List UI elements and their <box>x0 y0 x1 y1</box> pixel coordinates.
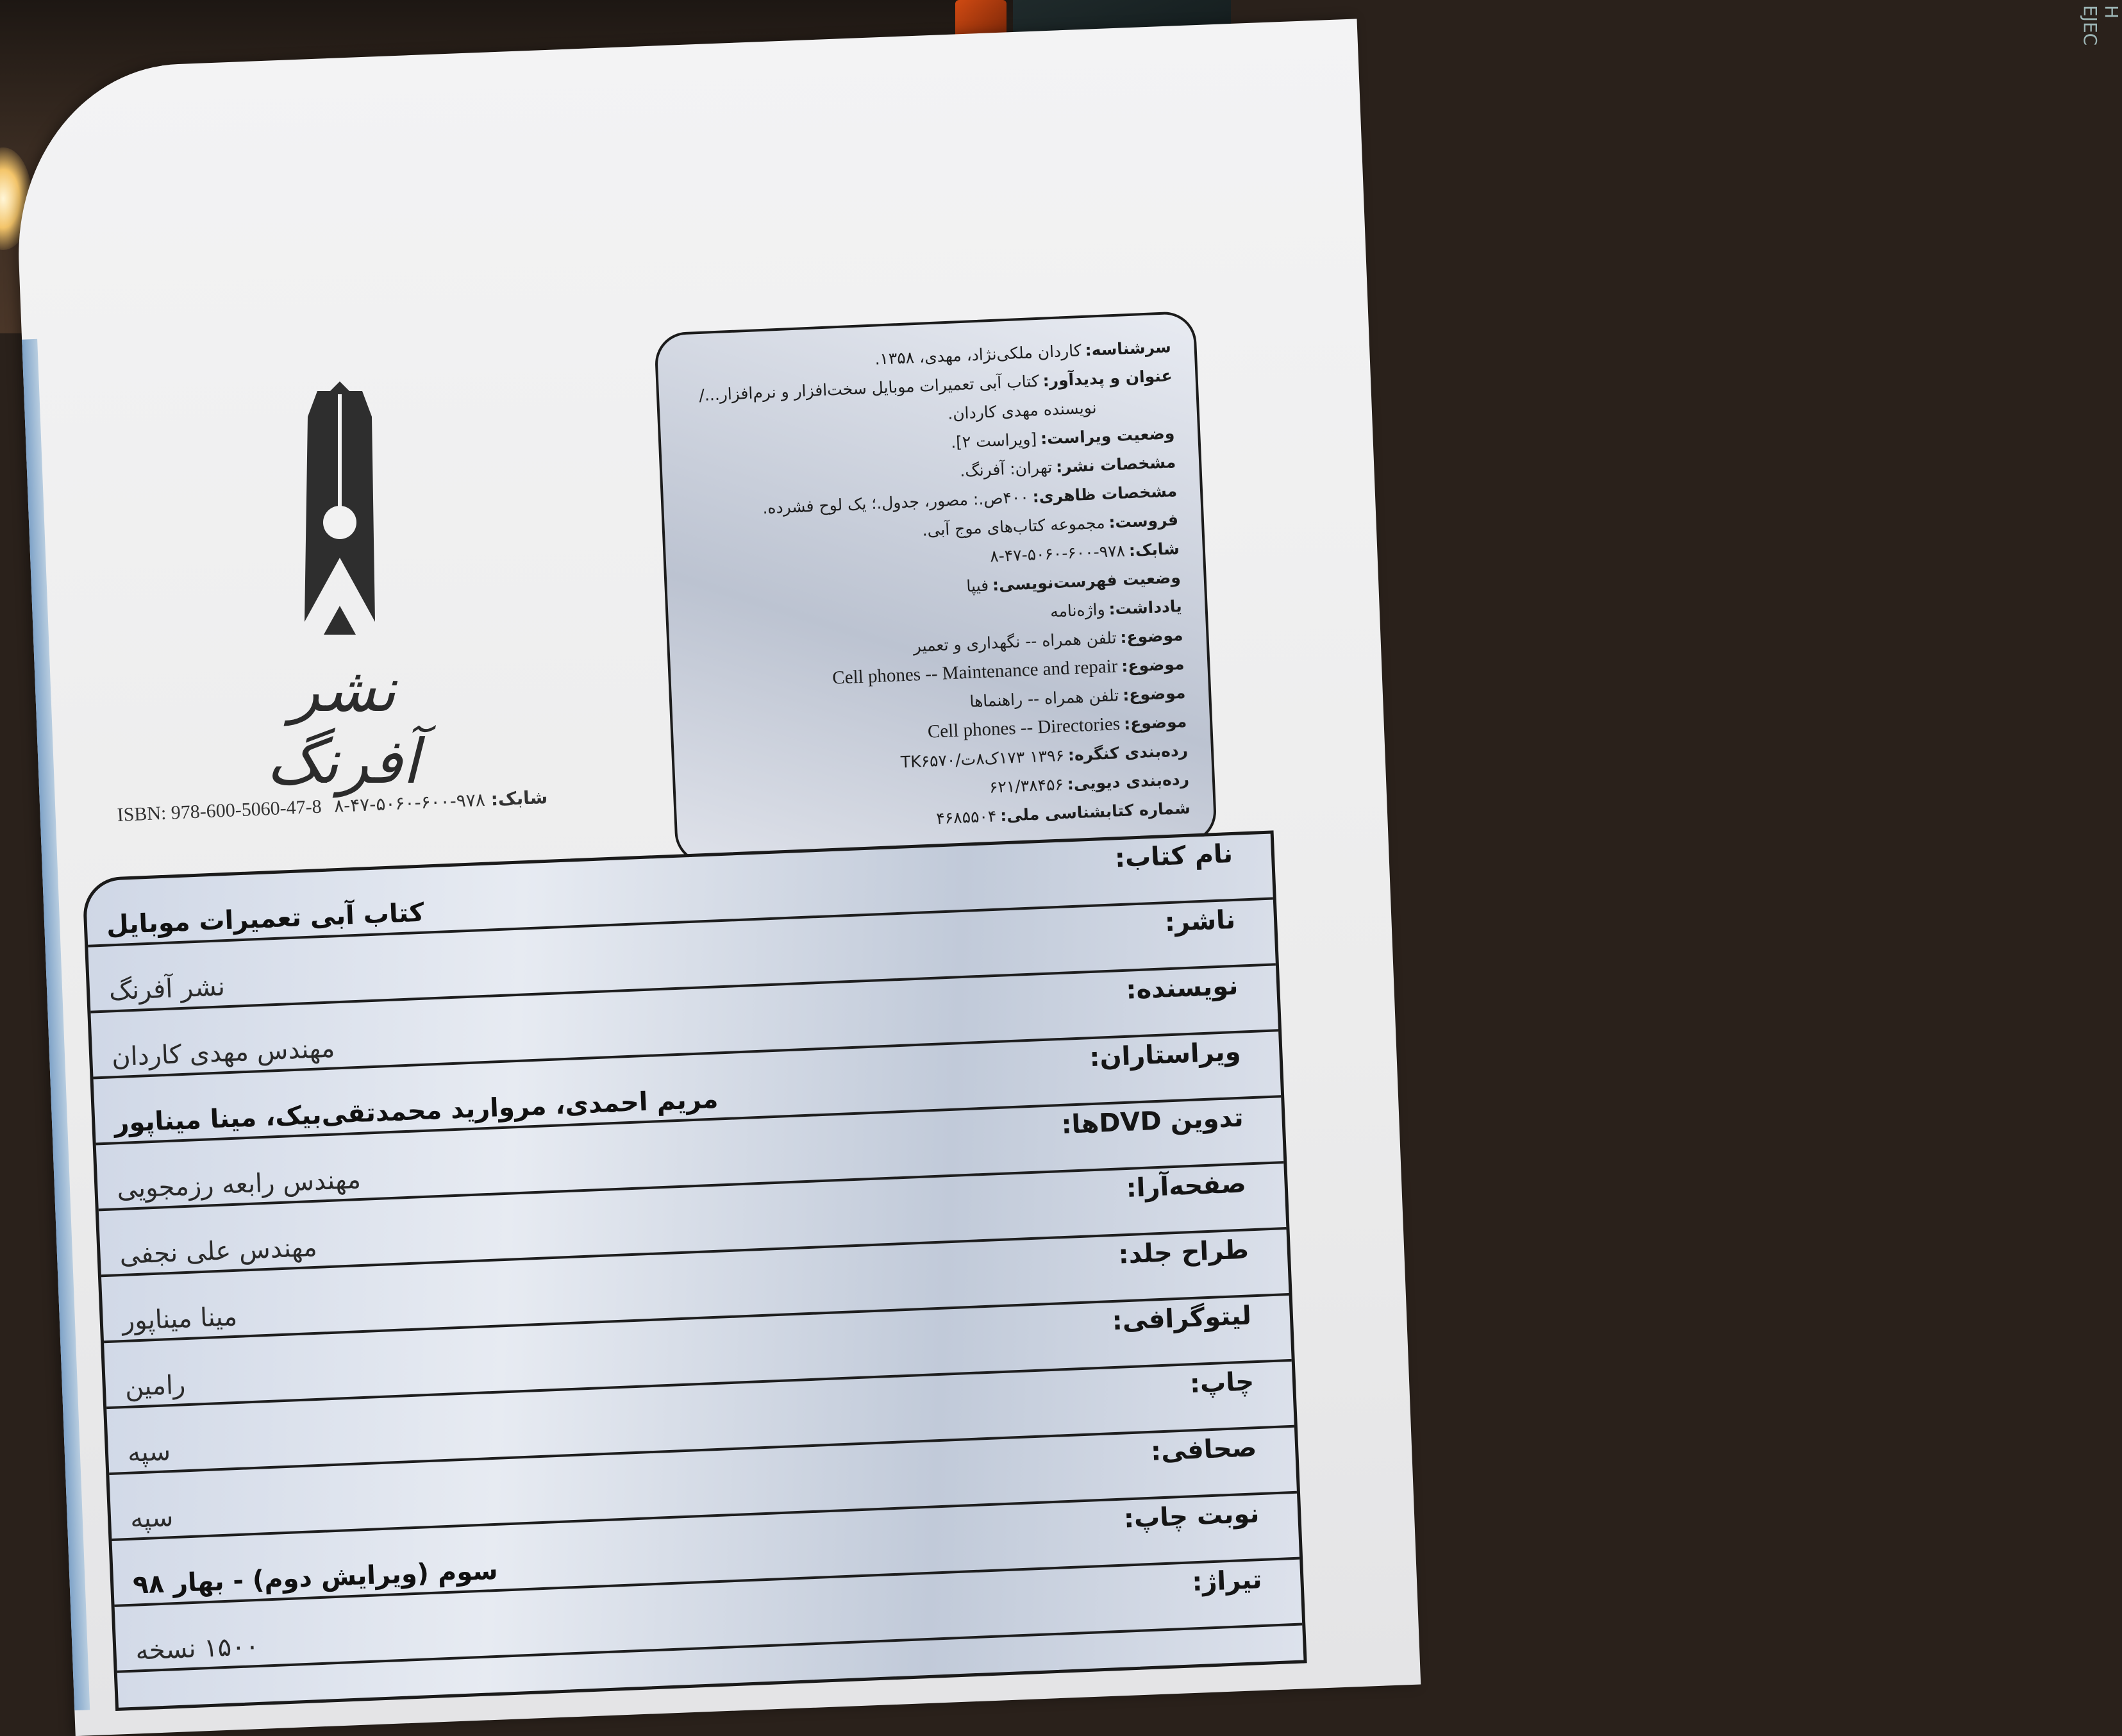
credit-value: مینا میناپور <box>121 1301 238 1337</box>
credit-value: کتاب آبی تعمیرات موبایل <box>106 897 425 940</box>
credit-label: لیتوگرافی: <box>1111 1301 1252 1337</box>
credit-label: طراح جلد: <box>1117 1235 1249 1270</box>
isbn-persian-value: ۹۷۸-۶۰۰-۵۰۶۰-۴۷-۸ <box>333 789 486 817</box>
credit-label: نام کتاب: <box>1114 839 1233 874</box>
credit-label: تدوین DVDها: <box>1060 1103 1244 1140</box>
catalog-row-value: نویسنده مهدی کاردان. <box>947 398 1098 423</box>
catalog-row-label: رده‌بندی کنگره: <box>1067 740 1189 765</box>
catalog-row-value: ۱۳۹۶ ۱۷۳ک۸ت/TK۶۵۷۰ <box>900 746 1065 772</box>
catalog-row-value: تلفن همراه -- راهنماها <box>969 686 1119 711</box>
catalog-row-value: فیپا <box>965 576 989 596</box>
catalog-row-value: تلفن همراه -- نگهداری و تعمیر <box>913 628 1117 656</box>
page-edge <box>22 339 90 1710</box>
catalog-row-label: مشخصات نشر: <box>1055 453 1176 476</box>
catalog-row-label: رده‌بندی دیویی: <box>1067 769 1190 794</box>
credit-value: سپه <box>129 1503 174 1534</box>
isbn-value: 978-600-5060-47-8 <box>171 796 322 824</box>
credit-label: صحافی: <box>1150 1433 1258 1467</box>
device-label: H EJEC <box>2080 5 2122 46</box>
catalog-row-label: مشخصات ظاهری: <box>1032 481 1178 506</box>
credit-value: سوم (ویرایش دوم) - بهار ۹۸ <box>132 1555 499 1600</box>
catalog-row-value: ۴۰۰ص.: مصور، جدول.؛ یک لوح فشرده. <box>762 487 1030 518</box>
catalog-row-value: Cell phones -- Directories <box>927 714 1121 742</box>
credits-table <box>82 830 1307 1711</box>
catalog-row-label: فروست: <box>1108 510 1179 532</box>
catalog-row-label: وضعیت فهرست‌نویسی: <box>992 567 1182 595</box>
catalog-record-box <box>654 311 1217 865</box>
catalog-row-label: شماره کتابشناسی ملی: <box>999 798 1191 826</box>
catalog-row-value: تهران: آفرنگ. <box>959 458 1053 481</box>
catalog-row-value: [ویراست ۲]. <box>950 430 1037 452</box>
credit-value: رامین <box>124 1370 187 1402</box>
catalog-row-value: مجموعه کتاب‌های موج آبی. <box>921 513 1106 540</box>
catalog-row-value: کتاب آبی تعمیرات موبایل سخت‌افزار و نرم‌افزار.../ <box>698 371 1040 405</box>
catalog-row-value: ۹۷۸-۶۰۰-۵۰۶۰-۴۷-۸ <box>989 541 1126 566</box>
credit-label: چاپ: <box>1189 1367 1255 1399</box>
publisher-logo-text: نشر آفرنگ <box>266 654 420 797</box>
credit-value: مهندس رابعه رزمجویی <box>116 1164 362 1205</box>
publisher-logo <box>244 378 436 797</box>
catalog-row-value: Cell phones -- Maintenance and repair <box>831 656 1118 689</box>
catalog-row-label: موضوع: <box>1122 683 1186 705</box>
pen-nib-icon <box>244 378 436 660</box>
credit-value: سپه <box>127 1437 171 1468</box>
catalog-row-label: عنوان و پدیدآور: <box>1042 366 1173 390</box>
catalog-row-label: موضوع: <box>1123 712 1187 733</box>
credit-value: مریم احمدی، مروارید محمدتقی‌بیک، مینا میناپور <box>113 1084 719 1139</box>
catalog-row-label: سرشناسه: <box>1085 337 1172 360</box>
credit-value: ۱۵۰۰ نسخه <box>135 1631 260 1666</box>
isbn-label: ISBN: <box>117 802 167 826</box>
credit-label: صفحه‌آرا: <box>1125 1169 1247 1204</box>
catalog-row-label: شابک: <box>1128 538 1180 560</box>
catalog-row-label: یادداشت: <box>1108 596 1183 619</box>
credit-value: مهندس علی نجفی <box>119 1232 318 1271</box>
catalog-row-label: موضوع: <box>1119 625 1184 647</box>
credit-label: تیراژ: <box>1191 1565 1263 1598</box>
catalog-row-label: وضعیت ویراست: <box>1040 424 1175 448</box>
credit-label: ویراستاران: <box>1089 1037 1242 1073</box>
catalog-row-value: کاردان ملکی‌نژاد، مهدی، ۱۳۵۸. <box>874 341 1082 369</box>
credit-label: ناشر: <box>1164 905 1236 938</box>
catalog-row-value: واژه‌نامه <box>1049 599 1106 621</box>
credit-value: مهندس مهدی کاردان <box>111 1033 336 1072</box>
isbn-persian-label: شابک: <box>490 786 548 810</box>
credit-label: نوبت چاپ: <box>1123 1499 1260 1534</box>
credit-label: نویسنده: <box>1125 971 1239 1005</box>
credit-value: نشر آفرنگ <box>108 972 226 1006</box>
catalog-row-value: ۶۲۱/۳۸۴۵۶ <box>989 774 1064 797</box>
catalog-row-label: موضوع: <box>1121 654 1185 676</box>
catalog-row-value: ۴۶۸۵۵۰۴ <box>935 806 997 828</box>
